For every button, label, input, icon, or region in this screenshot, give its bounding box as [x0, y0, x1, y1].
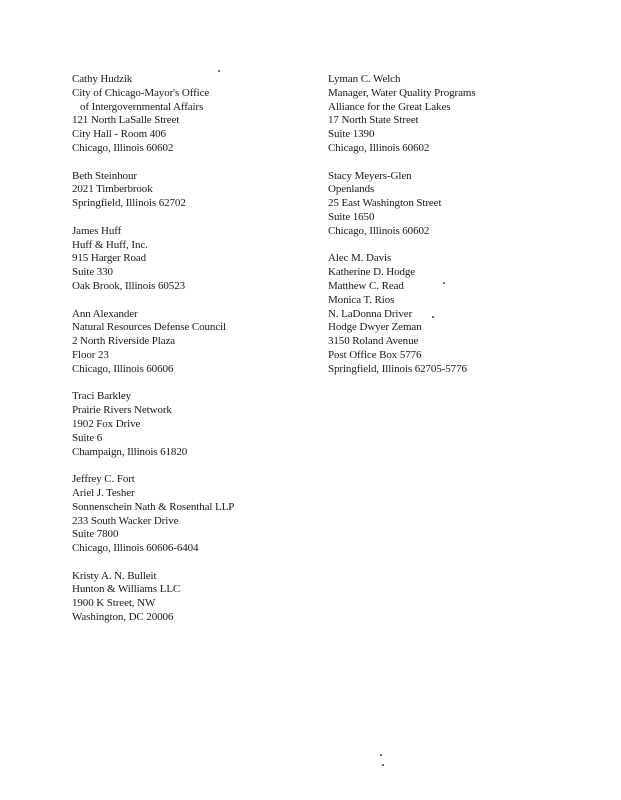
address-line: Ariel J. Tesher [72, 486, 135, 499]
address-line: Prairie Rivers Network [72, 404, 172, 417]
address-line: 17 North State Street [328, 114, 419, 127]
scan-speck [218, 70, 220, 72]
address-block [72, 570, 312, 625]
address-line: 25 East Washington Street [328, 197, 442, 210]
address-block [328, 73, 588, 156]
address-block [72, 308, 312, 377]
address-line: Chicago, Illinois 60606-6404 [72, 542, 199, 555]
address-line: 915 Harger Road [72, 252, 147, 265]
address-line: Manager, Water Quality Programs [328, 86, 476, 99]
address-line: Suite 7800 [72, 528, 119, 541]
address-line: 121 North LaSalle Street [72, 114, 180, 127]
address-line: of Intergovernmental Affairs [80, 100, 204, 113]
address-line: Chicago, Illinois 60602 [328, 141, 430, 154]
address-line: Matthew C. Read [328, 279, 404, 292]
address-block [72, 170, 312, 211]
address-line: Chicago, Illinois 60602 [328, 224, 430, 237]
scan-speck [432, 316, 434, 318]
address-block [72, 73, 312, 156]
address-line: Suite 6 [72, 431, 103, 444]
service-list-right-column [328, 73, 588, 390]
service-list-left-column [72, 73, 312, 639]
address-line: Alliance for the Great Lakes [328, 100, 451, 113]
address-line: 1900 K Street, NW [72, 597, 156, 610]
scan-speck [382, 764, 384, 766]
address-line: City of Chicago-Mayor's Office [72, 86, 210, 99]
address-line: Hunton & Williams LLC [72, 583, 181, 596]
address-line: Natural Resources Defense Council [72, 321, 227, 334]
address-line: 3150 Roland Avenue [328, 335, 419, 348]
addressee-name: Cathy Hudzik [72, 73, 133, 85]
scan-speck [443, 282, 445, 284]
address-line: Suite 330 [72, 266, 113, 279]
address-line: Floor 23 [72, 348, 109, 361]
address-line: Suite 1390 [328, 128, 375, 141]
address-line: Chicago, Illinois 60602 [72, 141, 174, 154]
address-block [328, 170, 588, 239]
address-line: Post Office Box 5776 [328, 348, 422, 361]
addressee-name: Lyman C. Welch [328, 73, 401, 85]
addressee-name: Beth Steinhour [72, 169, 137, 182]
address-line: Suite 1650 [328, 210, 375, 223]
address-line: Huff & Huff, Inc. [72, 238, 148, 251]
addressee-name: Stacy Meyers-Glen [328, 169, 412, 182]
addressee-name: Ann Alexander [72, 307, 138, 320]
address-line: 2021 Timberbrook [72, 183, 153, 196]
address-block [72, 390, 312, 459]
addressee-name: Traci Barkley [72, 390, 132, 403]
address-line: Springfield, Illinois 62702 [72, 197, 186, 210]
addressee-name: Kristy A. N. Bulleit [72, 569, 157, 582]
scan-speck [380, 754, 382, 756]
address-line: 2 North Riverside Plaza [72, 335, 176, 348]
address-line: Hodge Dwyer Zeman [328, 321, 422, 334]
address-line: Openlands [328, 183, 375, 196]
address-line: Chicago, Illinois 60606 [72, 362, 174, 375]
address-line: Sonnenschein Nath & Rosenthal LLP [72, 500, 235, 513]
address-line: N. LaDonna Driver [328, 307, 413, 320]
addressee-name: Jeffrey C. Fort [72, 473, 135, 486]
address-line: Oak Brook, Illinois 60523 [72, 279, 185, 292]
address-line: City Hall - Room 406 [72, 128, 166, 141]
address-block [72, 473, 312, 556]
addressee-name: James Huff [72, 224, 122, 237]
address-line: Champaign, Illinois 61820 [72, 445, 188, 458]
address-line: Monica T. Rios [328, 293, 395, 306]
address-line: Springfield, Illinois 62705-5776 [328, 362, 467, 375]
address-block [328, 252, 588, 376]
addressee-name: Alec M. Davis [328, 252, 392, 265]
address-line: 233 South Wacker Drive [72, 514, 179, 527]
address-line: Katherine D. Hodge [328, 266, 416, 279]
address-line: Washington, DC 20006 [72, 611, 174, 624]
address-line: 1902 Fox Drive [72, 417, 141, 430]
address-block [72, 225, 312, 294]
